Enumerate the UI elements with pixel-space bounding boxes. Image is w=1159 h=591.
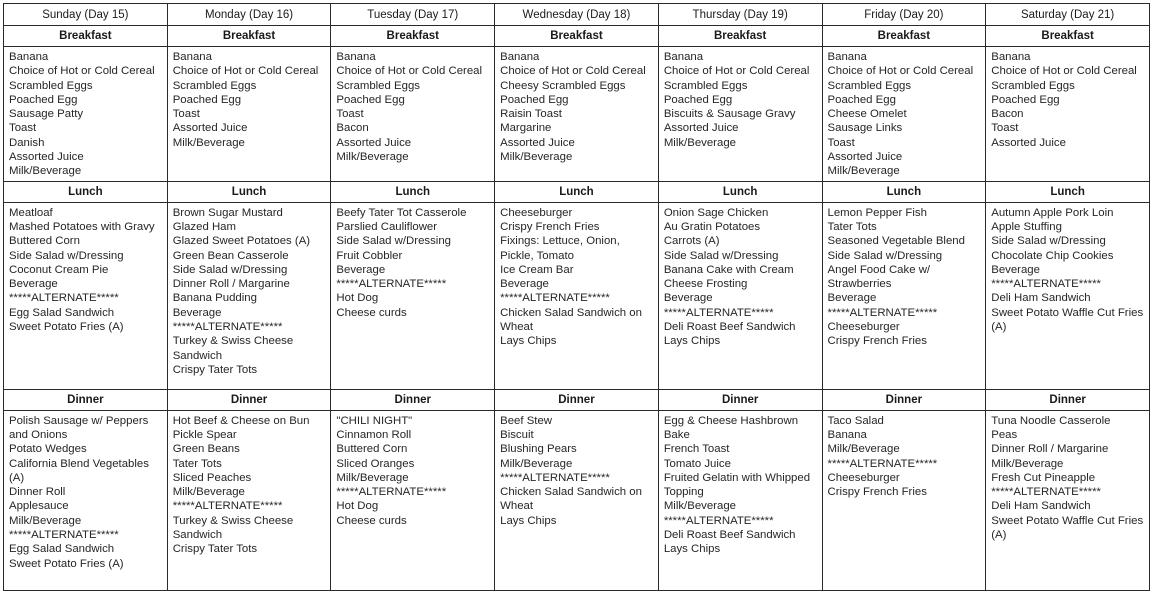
lunch-list xyxy=(4,203,167,337)
menu-item: Beverage xyxy=(827,292,877,305)
menu-item: "CHILI NIGHT" xyxy=(336,414,413,427)
menu-item: Seasoned Vegetable Blend xyxy=(827,235,965,248)
menu-item: Choice of Hot or Cold Cereal xyxy=(500,65,646,78)
breakfast-header-saturday: Breakfast xyxy=(986,26,1150,47)
menu-item: Glazed Sweet Potatoes (A) xyxy=(172,235,311,248)
breakfast-cell-thursday xyxy=(658,47,822,182)
menu-item: Banana xyxy=(991,51,1031,63)
menu-item: Sweet Potato Fries (A) xyxy=(9,557,124,570)
menu-item: Lays Chips xyxy=(663,335,721,348)
menu-item: Side Salad w/Dressing xyxy=(827,249,943,262)
dinner-row xyxy=(4,410,1150,590)
day-header-tuesday: Tuesday (Day 17) xyxy=(331,4,495,26)
menu-item: Scrambled Eggs xyxy=(663,79,748,92)
dinner-cell-saturday xyxy=(986,410,1150,590)
menu-item: Choice of Hot or Cold Cereal xyxy=(9,65,155,78)
menu-item: Raisin Toast xyxy=(500,108,562,121)
menu-item: Toast xyxy=(336,108,364,121)
menu-item: Poached Egg xyxy=(991,93,1060,106)
lunch-header-thursday: Lunch xyxy=(658,181,822,202)
breakfast-list xyxy=(823,47,986,181)
lunch-cell-monday xyxy=(167,202,331,389)
menu-item: Turkey & Swiss Cheese Sandwich xyxy=(172,514,294,542)
menu-item: Toast xyxy=(172,108,200,121)
lunch-row xyxy=(4,202,1150,389)
menu-item: Cheese curds xyxy=(336,514,407,527)
lunch-cell-saturday xyxy=(986,202,1150,389)
menu-item: Green Bean Casserole xyxy=(172,249,289,262)
menu-item: Egg Salad Sandwich xyxy=(9,306,115,319)
menu-item: Beverage xyxy=(9,278,58,291)
menu-item: Scrambled Eggs xyxy=(172,79,257,92)
breakfast-cell-sunday xyxy=(4,47,168,182)
menu-item: Assorted Juice xyxy=(336,136,412,149)
menu-item: Brown Sugar Mustard xyxy=(172,206,283,219)
menu-item: Beef Stew xyxy=(500,414,553,427)
day-header-friday: Friday (Day 20) xyxy=(822,4,986,26)
menu-item: Banana Pudding xyxy=(172,292,257,305)
lunch-header-saturday: Lunch xyxy=(986,181,1150,202)
day-header-wednesday: Wednesday (Day 18) xyxy=(495,4,659,26)
breakfast-cell-friday xyxy=(822,47,986,182)
dinner-header-row xyxy=(4,389,1150,410)
lunch-cell-wednesday xyxy=(495,202,659,389)
lunch-header-row xyxy=(4,181,1150,202)
menu-item: Meatloaf xyxy=(9,206,53,219)
menu-item: Crispy French Fries xyxy=(827,335,927,348)
menu-item: Banana xyxy=(172,51,212,63)
menu-item: Choice of Hot or Cold Cereal xyxy=(172,65,319,78)
dinner-header-sunday: Dinner xyxy=(4,389,168,410)
menu-item: Milk/Beverage xyxy=(991,457,1064,470)
menu-item: Scrambled Eggs xyxy=(991,79,1075,92)
menu-item: Crispy French Fries xyxy=(827,486,927,499)
menu-item: Chicken Salad Sandwich on Wheat xyxy=(500,486,642,513)
menu-item: Toast xyxy=(9,122,37,135)
menu-item: Cheese Omelet xyxy=(827,108,907,121)
menu-item: Banana xyxy=(500,51,540,63)
menu-item: Au Gratin Potatoes xyxy=(663,220,761,233)
menu-item: *****ALTERNATE***** xyxy=(500,292,610,305)
menu-item: Onion Sage Chicken xyxy=(663,206,769,219)
menu-item: Side Salad w/Dressing xyxy=(172,263,288,276)
breakfast-list xyxy=(986,47,1149,152)
menu-item: *****ALTERNATE***** xyxy=(827,306,938,319)
menu-item: Cheeseburger xyxy=(500,206,573,219)
menu-item: Banana Cake with Cream Cheese Frosting xyxy=(663,263,794,291)
menu-item: Milk/Beverage xyxy=(663,136,736,149)
menu-item: Milk/Beverage xyxy=(663,500,736,513)
menu-item: Hot Beef & Cheese on Bun xyxy=(172,414,310,427)
dinner-header-thursday: Dinner xyxy=(658,389,822,410)
menu-item: Chocolate Chip Cookies xyxy=(991,249,1114,262)
menu-item: Deli Ham Sandwich xyxy=(991,292,1091,305)
menu-item: Scrambled Eggs xyxy=(9,79,93,92)
lunch-cell-sunday xyxy=(4,202,168,389)
day-header-saturday: Saturday (Day 21) xyxy=(986,4,1150,26)
breakfast-list xyxy=(659,47,822,152)
menu-item: Toast xyxy=(827,136,855,149)
menu-item: Potato Wedges xyxy=(9,443,87,456)
menu-item: Toast xyxy=(991,122,1019,135)
menu-item: Beverage xyxy=(500,278,549,291)
dinner-header-friday: Dinner xyxy=(822,389,986,410)
breakfast-list xyxy=(495,47,658,166)
lunch-header-tuesday: Lunch xyxy=(331,181,495,202)
breakfast-cell-tuesday xyxy=(331,47,495,182)
menu-item: French Toast xyxy=(663,443,730,456)
menu-item: Assorted Juice xyxy=(827,151,903,164)
menu-item: Milk/Beverage xyxy=(827,165,900,178)
menu-item: Scrambled Eggs xyxy=(827,79,912,92)
menu-item: Bacon xyxy=(991,108,1024,121)
dinner-list xyxy=(495,411,658,530)
menu-item: *****ALTERNATE***** xyxy=(336,278,447,291)
menu-item: Ice Cream Bar xyxy=(500,263,574,276)
menu-item: Milk/Beverage xyxy=(500,151,573,164)
menu-item: Tater Tots xyxy=(172,457,222,470)
menu-item: Lemon Pepper Fish xyxy=(827,206,927,219)
menu-item: Dinner Roll xyxy=(9,486,66,499)
menu-item: Tater Tots xyxy=(827,220,877,233)
menu-item: Poached Egg xyxy=(827,93,896,106)
menu-item: Peas xyxy=(991,428,1018,441)
menu-item: Applesauce xyxy=(9,500,69,513)
dinner-cell-monday xyxy=(167,410,331,590)
breakfast-row xyxy=(4,47,1150,182)
menu-item: Beefy Tater Tot Casserole xyxy=(336,206,467,219)
menu-item: Hot Dog xyxy=(336,292,379,305)
menu-item: Milk/Beverage xyxy=(172,486,245,499)
menu-item: Deli Roast Beef Sandwich xyxy=(663,529,796,542)
menu-item: Beverage xyxy=(991,263,1040,276)
menu-item: Green Beans xyxy=(172,443,240,456)
menu-item: Poached Egg xyxy=(9,93,78,106)
dinner-cell-thursday xyxy=(658,410,822,590)
lunch-list xyxy=(659,203,822,351)
menu-item: Tomato Juice xyxy=(663,457,731,470)
breakfast-cell-monday xyxy=(167,47,331,182)
menu-item: Cheesy Scrambled Eggs xyxy=(500,79,626,92)
menu-item: Assorted Juice xyxy=(9,151,84,164)
menu-item: Side Salad w/Dressing xyxy=(336,235,452,248)
menu-item: Hot Dog xyxy=(336,500,379,513)
menu-item: Banana xyxy=(336,51,376,63)
menu-item: Poached Egg xyxy=(663,93,733,106)
menu-item: Beverage xyxy=(172,306,222,319)
menu-item: Buttered Corn xyxy=(9,235,80,248)
dinner-cell-sunday xyxy=(4,410,168,590)
dinner-cell-friday xyxy=(822,410,986,590)
dinner-cell-wednesday xyxy=(495,410,659,590)
breakfast-header-tuesday: Breakfast xyxy=(331,26,495,47)
menu-item: *****ALTERNATE***** xyxy=(991,278,1101,291)
dinner-header-saturday: Dinner xyxy=(986,389,1150,410)
menu-item: *****ALTERNATE***** xyxy=(9,529,119,542)
lunch-header-wednesday: Lunch xyxy=(495,181,659,202)
lunch-header-friday: Lunch xyxy=(822,181,986,202)
menu-item: Egg & Cheese Hashbrown Bake xyxy=(663,414,799,441)
menu-item: Taco Salad xyxy=(827,414,884,427)
menu-item: Poached Egg xyxy=(172,93,242,106)
menu-item: Milk/Beverage xyxy=(9,165,82,178)
breakfast-list xyxy=(4,47,167,181)
menu-item: Choice of Hot or Cold Cereal xyxy=(991,65,1137,78)
menu-item: Assorted Juice xyxy=(991,136,1066,149)
menu-item: Autumn Apple Pork Loin xyxy=(991,206,1114,219)
menu-item: *****ALTERNATE***** xyxy=(663,514,774,527)
menu-item: California Blend Vegetables (A) xyxy=(9,457,149,484)
dinner-list xyxy=(4,411,167,573)
menu-item: *****ALTERNATE***** xyxy=(172,321,283,334)
menu-item: Lays Chips xyxy=(500,335,557,348)
menu-item: Poached Egg xyxy=(336,93,405,106)
dinner-header-tuesday: Dinner xyxy=(331,389,495,410)
menu-item: Sausage Links xyxy=(827,122,903,135)
menu-item: Choice of Hot or Cold Cereal xyxy=(827,65,974,78)
menu-item: *****ALTERNATE***** xyxy=(336,486,447,499)
breakfast-cell-saturday xyxy=(986,47,1150,182)
dinner-list xyxy=(168,411,331,559)
dinner-list xyxy=(986,411,1149,545)
lunch-list xyxy=(986,203,1149,337)
menu-item: Sweet Potato Waffle Cut Fries (A) xyxy=(991,514,1144,542)
menu-item: Parslied Cauliflower xyxy=(336,220,438,233)
menu-item: *****ALTERNATE***** xyxy=(9,292,119,305)
lunch-cell-thursday xyxy=(658,202,822,389)
lunch-list xyxy=(331,203,494,322)
day-header-monday: Monday (Day 16) xyxy=(167,4,331,26)
menu-item: Poached Egg xyxy=(500,93,569,106)
menu-item: Apple Stuffing xyxy=(991,220,1062,233)
lunch-header-monday: Lunch xyxy=(167,181,331,202)
menu-item: Blushing Pears xyxy=(500,443,577,456)
menu-item: Banana xyxy=(827,51,867,63)
menu-item: Sliced Oranges xyxy=(336,457,415,470)
menu-item: Milk/Beverage xyxy=(172,136,245,149)
menu-item: Side Salad w/Dressing xyxy=(663,249,779,262)
menu-item: Milk/Beverage xyxy=(827,443,900,456)
menu-item: Milk/Beverage xyxy=(500,457,573,470)
menu-item: Fresh Cut Pineapple xyxy=(991,471,1096,484)
menu-item: Turkey & Swiss Cheese Sandwich xyxy=(172,335,294,362)
menu-item: Pickle Spear xyxy=(172,428,237,441)
menu-item: Sweet Potato Waffle Cut Fries (A) xyxy=(991,306,1144,334)
breakfast-header-sunday: Breakfast xyxy=(4,26,168,47)
dinner-list xyxy=(659,411,822,559)
menu-item: Margarine xyxy=(500,122,552,135)
menu-item: Biscuits & Sausage Gravy xyxy=(663,108,796,121)
menu-item: Milk/Beverage xyxy=(336,471,409,484)
menu-item: Milk/Beverage xyxy=(336,151,409,164)
menu-item: Biscuit xyxy=(500,428,534,441)
menu-item: Cheeseburger xyxy=(827,471,900,484)
dinner-header-monday: Dinner xyxy=(167,389,331,410)
menu-item: Beverage xyxy=(663,292,713,305)
day-header-sunday: Sunday (Day 15) xyxy=(4,4,168,26)
menu-item: Coconut Cream Pie xyxy=(9,263,109,276)
day-header-row xyxy=(4,4,1150,26)
menu-item: *****ALTERNATE***** xyxy=(500,471,610,484)
menu-item: Fruited Gelatin with Whipped Topping xyxy=(663,471,811,499)
breakfast-header-friday: Breakfast xyxy=(822,26,986,47)
menu-item: Danish xyxy=(9,136,45,149)
menu-item: Polish Sausage w/ Peppers and Onions xyxy=(9,414,149,441)
menu-item: Assorted Juice xyxy=(663,122,739,135)
menu-item: Choice of Hot or Cold Cereal xyxy=(663,65,810,78)
menu-item: Side Salad w/Dressing xyxy=(9,249,124,262)
menu-item: *****ALTERNATE***** xyxy=(827,457,938,470)
menu-item: Crispy French Fries xyxy=(500,220,600,233)
menu-item: Lays Chips xyxy=(663,543,721,556)
lunch-cell-friday xyxy=(822,202,986,389)
breakfast-cell-wednesday xyxy=(495,47,659,182)
menu-item: Dinner Roll / Margarine xyxy=(172,278,290,291)
menu-item: Banana xyxy=(9,51,49,63)
menu-item: Bacon xyxy=(336,122,369,135)
menu-item: Choice of Hot or Cold Cereal xyxy=(336,65,483,78)
lunch-list xyxy=(823,203,986,351)
menu-item: Milk/Beverage xyxy=(9,514,82,527)
menu-item: Carrots (A) xyxy=(663,235,720,248)
menu-item: *****ALTERNATE***** xyxy=(663,306,774,319)
menu-item: Glazed Ham xyxy=(172,220,237,233)
lunch-list xyxy=(168,203,331,380)
menu-item: Crispy Tater Tots xyxy=(172,363,258,376)
menu-item: Egg Salad Sandwich xyxy=(9,543,115,556)
day-header-thursday: Thursday (Day 19) xyxy=(658,4,822,26)
menu-item: Angel Food Cake w/ Strawberries xyxy=(827,263,931,291)
menu-item: Banana xyxy=(827,428,867,441)
dinner-cell-tuesday xyxy=(331,410,495,590)
menu-item: Sliced Peaches xyxy=(172,471,252,484)
menu-item: Lays Chips xyxy=(500,514,557,527)
menu-item: Scrambled Eggs xyxy=(336,79,420,92)
menu-item: Deli Roast Beef Sandwich xyxy=(663,321,796,334)
menu-item: Sweet Potato Fries (A) xyxy=(9,321,124,334)
lunch-list xyxy=(495,203,658,351)
dinner-list xyxy=(823,411,986,502)
menu-item: Banana xyxy=(663,51,704,63)
menu-item: Deli Ham Sandwich xyxy=(991,500,1091,513)
breakfast-header-thursday: Breakfast xyxy=(658,26,822,47)
menu-item: Chicken Salad Sandwich on Wheat xyxy=(500,306,642,334)
menu-item: Crispy Tater Tots xyxy=(172,543,258,556)
menu-item: Dinner Roll / Margarine xyxy=(991,443,1109,456)
menu-item: Mashed Potatoes with Gravy xyxy=(9,220,155,233)
breakfast-header-monday: Breakfast xyxy=(167,26,331,47)
breakfast-header-wednesday: Breakfast xyxy=(495,26,659,47)
breakfast-list xyxy=(168,47,331,152)
breakfast-list xyxy=(331,47,494,166)
menu-item: Assorted Juice xyxy=(500,136,575,149)
menu-item: Fixings: Lettuce, Onion, Pickle, Tomato xyxy=(500,235,620,262)
menu-item: Assorted Juice xyxy=(172,122,248,135)
dinner-list xyxy=(331,411,494,530)
menu-item: Fruit Cobbler xyxy=(336,249,403,262)
weekly-menu-table xyxy=(3,3,1150,591)
menu-item: *****ALTERNATE***** xyxy=(172,500,283,513)
menu-item: Beverage xyxy=(336,263,386,276)
lunch-cell-tuesday xyxy=(331,202,495,389)
breakfast-header-row xyxy=(4,26,1150,47)
menu-item: Sausage Patty xyxy=(9,108,84,121)
menu-item: *****ALTERNATE***** xyxy=(991,486,1101,499)
menu-item: Tuna Noodle Casserole xyxy=(991,414,1111,427)
menu-item: Side Salad w/Dressing xyxy=(991,235,1106,248)
menu-item: Cinnamon Roll xyxy=(336,428,412,441)
menu-item: Cheeseburger xyxy=(827,321,900,334)
menu-item: Cheese curds xyxy=(336,306,407,319)
dinner-header-wednesday: Dinner xyxy=(495,389,659,410)
lunch-header-sunday: Lunch xyxy=(4,181,168,202)
menu-item: Buttered Corn xyxy=(336,443,408,456)
